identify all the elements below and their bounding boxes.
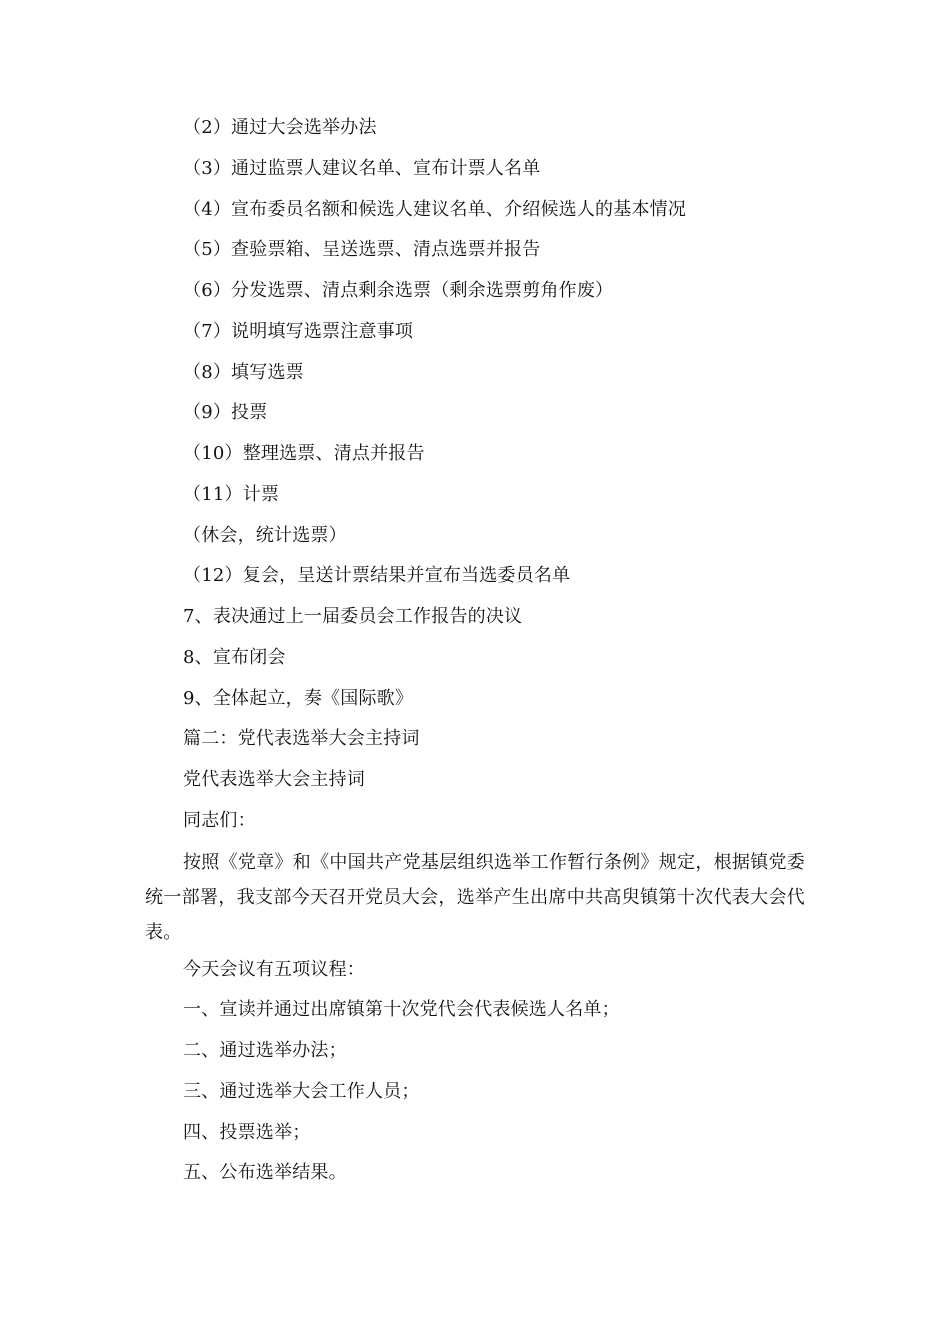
agenda-item: 四、投票选举； — [183, 1122, 311, 1143]
salutation: 同志们： — [183, 810, 256, 831]
text-line: （7）说明填写选票注意事项 — [183, 321, 414, 342]
text-line: （12）复会，呈送计票结果并宣布当选委员名单 — [183, 565, 571, 586]
document-title: 党代表选举大会主持词 — [183, 769, 365, 790]
agenda-intro: 今天会议有五项议程： — [183, 959, 365, 980]
text-line: （10）整理选票、清点并报告 — [183, 443, 425, 464]
text-line: （5）查验票箱、呈送选票、清点选票并报告 — [183, 239, 541, 260]
text-line: （休会，统计选票） — [183, 525, 347, 546]
section-heading: 篇二：党代表选举大会主持词 — [183, 728, 420, 749]
body-paragraph: 按照《党章》和《中国共产党基层组织选举工作暂行条例》规定，根据镇党委统一部署，我支部今天召开党员大会，选举产生出席中共高臾镇第十次代表大会代表。 — [145, 852, 805, 943]
text-line: （3）通过监票人建议名单、宣布计票人名单 — [183, 158, 541, 179]
agenda-item: 二、通过选举办法； — [183, 1040, 347, 1061]
text-line: （11）计票 — [183, 484, 280, 505]
text-line: （8）填写选票 — [183, 362, 304, 383]
text-line: （4）宣布委员名额和候选人建议名单、介绍候选人的基本情况 — [183, 199, 687, 220]
agenda-item: 一、宣读并通过出席镇第十次党代会代表候选人名单； — [183, 999, 620, 1020]
text-line: 8、宣布闭会 — [183, 647, 286, 668]
text-line: （6）分发选票、清点剩余选票（剩余选票剪角作废） — [183, 280, 614, 301]
agenda-item: 三、通过选举大会工作人员； — [183, 1081, 420, 1102]
text-line: （2）通过大会选举办法 — [183, 117, 377, 138]
text-line: 7、表决通过上一届委员会工作报告的决议 — [183, 606, 523, 627]
text-line: （9）投票 — [183, 402, 268, 423]
agenda-item: 五、公布选举结果。 — [183, 1162, 347, 1183]
text-line: 9、全体起立，奏《国际歌》 — [183, 688, 414, 709]
